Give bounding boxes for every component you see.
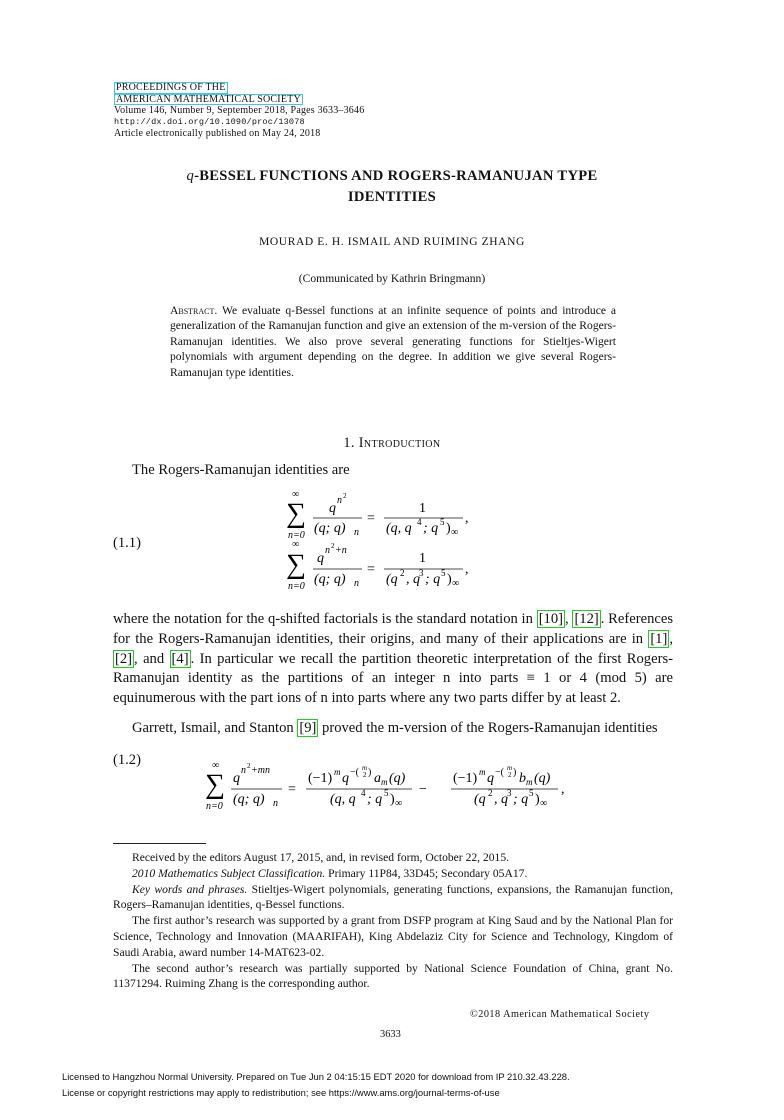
exp-2: 2 [247,762,251,770]
paragraph-2 [113,719,673,739]
binom-bottom: 2 [508,771,512,779]
sub-inf: ∞ [395,798,403,809]
intro-line: The Rogers-Ramanujan identities are [132,462,350,478]
page-number: 3633 [380,1029,401,1040]
msc-text: Primary 11P84, 33D45; Secondary 05A17. [325,866,528,880]
den-b-mid: , q [494,792,508,807]
denominator-qq: (q; q) [233,792,265,807]
den-a: (q, q [330,792,356,807]
msc-label: 2010 Mathematics Subject Classification. [132,866,326,880]
exp-2: 2 [343,492,347,500]
volume-line: Volume 146, Number 9, September 2018, Pages 3633–3646 [114,105,365,116]
citation-4[interactable]: [4] [171,650,189,667]
communicated-by: (Communicated by Kathrin Bringmann) [298,272,486,285]
q: q [487,771,494,786]
binom-bottom: 2 [363,771,367,779]
paper-title [110,166,674,208]
den-close: ) [446,521,451,536]
text-run: . In particular we recall the partition theoretic interpretation of the first Rogers-Ramanujan identity as the partitions of an integer n into parts ≡ 1 or 4 (mod 5) are equinumerous with the part ions of n into parts where any two parts differ by at least 2. [113,650,673,707]
exp-2: 2 [488,788,493,798]
binom-open: −( [495,767,504,778]
exp-3: 3 [507,788,512,798]
exp-tail: +mn [251,765,270,776]
exp-2: 2 [400,568,405,578]
title-q: q [186,168,195,184]
exp-5: 5 [384,788,389,798]
equation-label-1-1: (1.1) [113,535,141,551]
abstract-label: Abstract. [170,304,218,317]
binom-top: m [362,764,368,772]
keywords-label: Key words and phrases. [132,882,248,896]
sub-inf: ∞ [540,798,548,809]
exp-n: n [325,545,330,556]
den-semi-q: ; q [425,572,441,587]
binom-close: ) [368,767,372,778]
citation-9[interactable]: [9] [299,720,317,736]
binom-close: ) [513,767,517,778]
exp-5: 5 [440,517,445,527]
exp-4: 4 [361,788,366,798]
exp-4: 4 [417,517,422,527]
copyright: ©2018 American Mathematical Society [470,1009,650,1020]
citation-1[interactable]: [1] [650,630,668,647]
exp-5: 5 [529,788,534,798]
sum-upper-limit: ∞ [292,489,300,500]
numerator-one: 1 [419,501,426,516]
citation-12[interactable]: [12] [574,611,599,627]
equation-label-1-2: (1.2) [113,752,141,768]
den-close: ) [390,792,395,807]
doi-link[interactable]: http://dx.doi.org/10.1090/proc/13078 [114,116,305,127]
journal-name-link-1[interactable]: PROCEEDINGS OF THE [116,82,226,93]
den-a: (q, q [386,521,412,536]
sub-n: n [273,798,278,809]
sum-lower-limit: n=0 [206,801,223,812]
sub-m: m [526,777,533,787]
sum-upper-limit: ∞ [292,539,300,550]
comma: , [561,782,565,797]
license-line-1: Licensed to Hangzhou Normal University. Prepared on Tue Jun 2 04:15:15 EDT 2020 for download from IP 210.32.43.228. [62,1071,570,1082]
exp-m: m [334,767,341,777]
sub-n: n [354,527,359,538]
den-b-open: (q [386,572,398,587]
minus: − [419,782,427,797]
sum-upper-limit: ∞ [212,760,220,771]
exp-tail: +n [335,545,347,556]
neg-one: (−1) [453,771,478,786]
text-run: . References for the Rogers-Ramanujan identities, their origins, and many of their applications are in [113,611,673,647]
footnote-rule [113,843,206,844]
text-run: , and [134,650,170,667]
support-note-2: The second author’s research was partially supported by National Science Foundation of China, grant No. 11371294. Ruiming Zhang is the corresponding author. [113,961,673,991]
den-semi-q: ; q [513,792,529,807]
sub-m: m [381,777,388,787]
q: q [342,771,349,786]
denominator-qq: (q; q) [314,521,346,536]
sub-inf: ∞ [451,527,459,538]
title-line-2: IDENTITIES [347,189,437,205]
equals: = [367,511,375,526]
text-run: where the notation for the q-shifted factorials is the standard notation in [113,611,537,627]
text-run: Garrett, Ismail, and Stanton [132,720,298,736]
footnotes [113,850,673,992]
abstract-text: We evaluate q-Bessel functions at an infinite sequence of points and introduce a generalization of the Ramanujan function and give an extension of the m-version of the Rogers-Ramanujan identities. We also prove several generating functions for Stieltjes-Wigert polynomials with argument depending on the degree. In addition we give several Rogers-Ramanujan type identities. [170,304,616,379]
exp-n: n [241,765,246,776]
den-semi-q: ; q [367,792,383,807]
exp-3: 3 [419,568,424,578]
numerator-q: q [317,551,324,566]
text-run: , [669,630,673,647]
of-q: (q) [534,771,551,786]
comma: , [465,562,469,577]
neg-one: (−1) [308,771,333,786]
text-run: , [565,611,573,627]
binom-open: −( [350,767,359,778]
sum-symbol: ∑ [286,498,306,529]
msc-note [113,866,673,882]
of-q: (q) [389,771,406,786]
exp-n: n [337,495,342,506]
exp-5: 5 [441,568,446,578]
equals: = [288,782,296,797]
numerator-one: 1 [419,551,426,566]
numerator-q: q [329,501,336,516]
comma: , [465,511,469,526]
b: b [519,771,526,786]
den-b-open: (q [474,792,486,807]
received-note: Received by the editors August 17, 2015, and, in revised form, October 22, 2015. [132,851,510,864]
text-run: proved the m-version of the Rogers-Ramanujan identities [318,720,658,736]
sum-lower-limit: n=0 [288,581,305,592]
published-line: Article electronically published on May 24, 2018 [114,128,321,139]
exp-m: m [479,767,486,777]
den-close: ) [535,792,540,807]
authors: MOURAD E. H. ISMAIL AND RUIMING ZHANG [259,236,525,248]
keywords-text: Stieltjes-Wigert polynomials, generating functions, expansions, the Ramanujan function, Rogers–Ramanujan identities, q-Bessel functions. [113,882,673,912]
sub-inf: ∞ [452,578,460,589]
citation-10[interactable]: [10] [538,611,564,627]
denominator-qq: (q; q) [314,572,346,587]
den-b-mid: , q [406,572,420,587]
sum-symbol: ∑ [286,549,306,580]
journal-header [114,82,364,140]
numerator-q: q [233,771,240,786]
abstract [170,303,616,380]
section-heading-introduction: 1. Introduction [343,435,441,451]
den-semi-q: ; q [423,521,439,536]
sum-lower-limit: n=0 [288,530,305,541]
support-note-1: The first author’s research was supported by a grant from DSFP program at King Saud and by the National Plan for Science, Technology and Innovation (MAARIFAH), King Abdelaziz City for Science and Technology, Kingdom of Saudi Arabia, award number 14-MAT623-02. [113,914,673,959]
paragraph-1 [113,610,673,709]
equation-1-1 [280,488,680,600]
equation-1-2 [200,758,670,820]
exp-2: 2 [331,542,335,550]
keywords-note [113,882,673,914]
license-line-2: License or copyright restrictions may apply to redistribution; see https://www.ams.org/journal-terms-of-use [62,1087,500,1098]
sub-n: n [354,578,359,589]
binom-top: m [507,764,513,772]
citation-2[interactable]: [2] [115,650,133,667]
journal-name-link-2[interactable]: AMERICAN MATHEMATICAL SOCIETY [116,93,301,105]
title-line-1: -BESSEL FUNCTIONS AND ROGERS-RAMANUJAN TYPE [194,168,598,184]
den-close: ) [447,572,452,587]
equals: = [367,562,375,577]
a: a [374,771,381,786]
sum-symbol: ∑ [205,769,225,800]
